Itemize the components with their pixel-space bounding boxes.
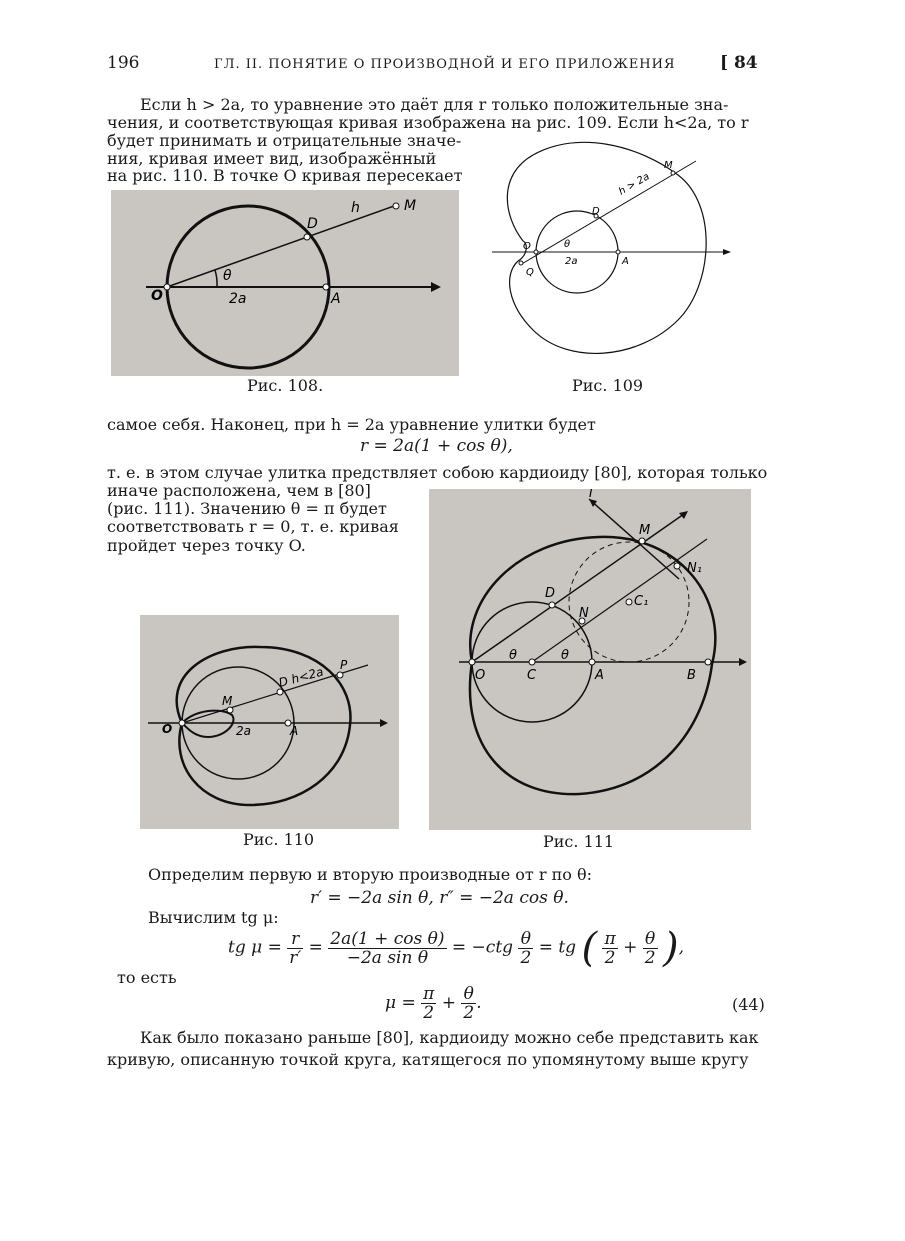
fig108-label-theta: θ (223, 268, 232, 284)
fig111-label-n1: N₁ (687, 561, 702, 576)
derivs-formula: r′ = −2a sin θ, r″ = −2a cos θ. (310, 888, 569, 908)
mu-frac2-num: θ (461, 985, 476, 1004)
mu-frac1-num: π (423, 984, 435, 1004)
eq-sign: = (308, 937, 323, 958)
mu-frac1-den: 2 (423, 1003, 435, 1023)
equation-number: (44) (732, 995, 765, 1014)
fig108-label-h: h (351, 200, 360, 216)
tg-tail: , (678, 937, 684, 958)
frac1-den: r′ (289, 947, 302, 968)
mu-frac2-den: 2 (463, 1003, 475, 1023)
fig111-label-t: T (587, 489, 595, 501)
mu-end: . (476, 993, 482, 1013)
fig109-label-theta: θ (564, 239, 571, 250)
section-number: [ 84 (720, 53, 758, 73)
frac4-den: 2 (604, 947, 616, 968)
frac5-num: θ (643, 930, 658, 949)
page-number: 196 (107, 53, 140, 73)
caption-fig111: Рис. 111 (543, 832, 615, 851)
frac-pi-2 (602, 930, 617, 967)
para2-line4: (рис. 111). Значению θ = π будет (107, 499, 387, 518)
fig110-label-2a: 2a (236, 724, 251, 738)
para2-line1: самое себя. Наконец, при h = 2a уравнение улитки будет (107, 415, 596, 434)
caption-fig110: Рис. 110 (243, 830, 315, 849)
frac-r-rprime (287, 930, 303, 967)
right-paren: ) (662, 925, 679, 971)
fig110-label-dh2a: D h<2a (277, 664, 325, 690)
fig109-label-o: O (523, 241, 531, 252)
mu-frac-pi-2 (421, 985, 436, 1022)
caption-fig109: Рис. 109 (572, 376, 644, 395)
fig110-label-p: P (340, 658, 348, 672)
fig109-label-q: Q (526, 267, 534, 278)
mu-lhs: μ = (385, 993, 416, 1013)
mu-frac-theta-2 (461, 985, 476, 1022)
fig110-label-m: M (222, 694, 233, 708)
frac3-den: 2 (520, 947, 532, 968)
fig111-label-o: O (475, 668, 486, 683)
fig109-label-a: A (622, 256, 629, 267)
tg-text: = tg (538, 937, 577, 958)
mu-equation (385, 985, 482, 1022)
fig111-label-m: M (639, 523, 651, 538)
left-paren: ( (581, 925, 598, 971)
caption-fig108: Рис. 108. (247, 376, 324, 395)
frac5-den: 2 (644, 947, 656, 968)
fig108-label-d: D (307, 216, 318, 232)
frac-main (328, 930, 446, 967)
fig109-label-2a: 2a (565, 256, 578, 267)
fig111-label-a: A (595, 668, 604, 683)
fig108-label-a: A (331, 291, 341, 307)
frac1-num: r (287, 930, 303, 949)
mu-plus: + (441, 993, 456, 1013)
fig108-label-2a: 2a (229, 291, 247, 307)
tg-intro: Вычислим tg μ: (148, 908, 279, 927)
para1-line1: Если h > 2a, то уравнение это даёт для r только положительные зна- (140, 95, 729, 114)
fig110-label-o: O (162, 722, 173, 736)
plus-sign: + (623, 937, 638, 958)
frac-theta-2b (643, 930, 658, 967)
fig110-label-a: A (290, 724, 299, 738)
tg-mu-equation (228, 925, 684, 971)
para1-line5: на рис. 110. В точке O кривая пересекает (107, 166, 463, 185)
para1-line2: чения, и соответствующая кривая изображена на рис. 109. Если h<2a, то r (107, 113, 749, 132)
para3-line2: кривую, описанную точкой круга, катящегося по упомянутому выше кругу (107, 1050, 749, 1069)
frac4-num: π (604, 928, 616, 949)
derivs-intro: Определим первую и вторую производные от r по θ: (148, 865, 592, 884)
para2-line2: т. е. в этом случае улитка предствляет собою кардиоиду [80], которая только (107, 463, 768, 482)
para1-line4: ния, кривая имеет вид, изображённый (107, 149, 437, 168)
frac-theta-2 (518, 930, 533, 967)
fig111-label-c: C (527, 668, 537, 683)
fig111-label-b: B (687, 668, 696, 683)
fig109-label-m: M (664, 160, 673, 171)
para2-line5: соответствовать r = 0, т. е. кривая (107, 517, 399, 536)
para2-line6: пройдет через точку O. (107, 536, 306, 555)
fig109-label-h2a: h > 2a (617, 171, 652, 198)
para1-line3: будет принимать и отрицательные значе- (107, 131, 462, 150)
tg-lhs: tg μ = (228, 937, 282, 958)
frac2-den: −2a sin θ (346, 947, 429, 968)
fig111-label-c1: C₁ (634, 594, 649, 609)
fig108-label-m: M (404, 198, 417, 214)
para2-line3: иначе расположена, чем в [80] (107, 481, 371, 500)
figure-109 (488, 135, 763, 375)
frac3-num: θ (518, 930, 533, 949)
then-text: то есть (117, 968, 177, 987)
running-title: ГЛ. II. ПОНЯТИЕ О ПРОИЗВОДНОЙ И ЕГО ПРИЛОЖЕНИЯ (214, 57, 676, 72)
ctg-text: = −ctg (451, 937, 514, 958)
fig111-label-d: D (545, 586, 556, 601)
fig111-label-theta2: θ (561, 648, 569, 663)
figure-110 (140, 615, 399, 829)
fig111-label-n: N (579, 606, 589, 621)
para3-line1: Как было показано раньше [80], кардиоиду можно себе представить как (140, 1028, 759, 1047)
fig108-label-o: O (151, 288, 163, 304)
fig111-label-theta1: θ (509, 648, 517, 663)
fig109-label-d: D (592, 206, 600, 217)
figure-111 (429, 489, 751, 830)
figure-108 (111, 190, 459, 376)
cardioid-equation: r = 2a(1 + cos θ), (360, 436, 513, 456)
frac2-num: 2a(1 + cos θ) (330, 928, 445, 949)
